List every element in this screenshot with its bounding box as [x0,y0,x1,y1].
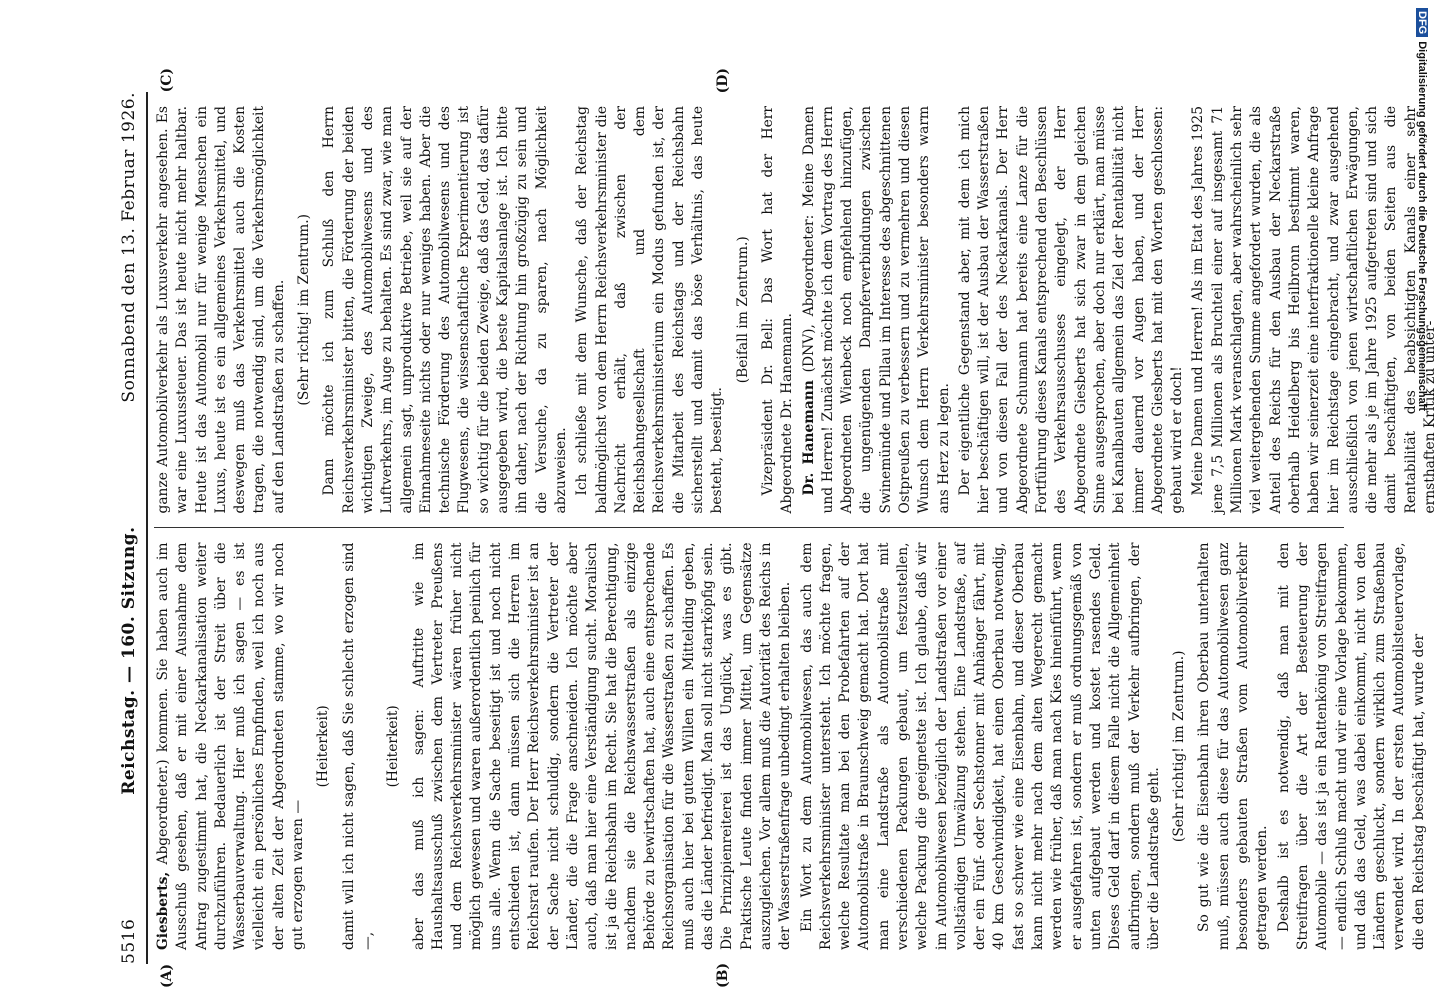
left-column [154,529,1427,988]
reaction: (Heiterkeit) [385,705,402,788]
paragraph: Meine Damen und Herren! Als im Etat des Jahres 1925 jene 7,5 Millionen als Bruchteil einer auf insgesamt 71 Millionen Mark veranschlagten, aber wahrscheinlich sehr viel weitergehenden Summe angefordert wurden, die als Anteil des Reichs für den Ausbau der Neckarstraße oberhalb Heidelberg bis Heilbronn bestimmt waren, haben wir seinerzeit eine interfraktionelle kleine Anfrage hier im Reichstage eingebracht, und zwar ausgehend ausschließlich von jenen wirtschaftlichen Erwägungen, die mehr als je im Jahre 1925 aufgetreten sind und sich damit beschäftigten, von beiden Seiten aus die Rentabilität des beabsichtigten Kanals einer sehr ernsthaften Kritik zu unter- [1190,106,1438,514]
paragraph: Ein Wort zu dem Automobilwesen, das auch dem Reichsverkehrsminister untersteht. Ich möchte fragen, welche Resultate man bei den Probefahrten auf der Automobilstraße in Braunschweig gemacht hat. Dort hat man eine Landstraße als Automobilstraße mit verschiedenen Packungen gebaut, um festzustellen, welche Packung die geeignetste ist. Ich glaube, daß wir im Automobilwesen bezüglich der Landstraßen vor einer vollständigen Umwälzung stehen. Eine Landstraße, auf der ein Fünf- oder Sechstonner mit Anhänger fährt, mit 40 km Geschwindigkeit, hat einen Oberbau notwendig, fast so schwer wie eine Eisenbahn, und dieser Oberbau kann nicht mehr nach dem alten Wegerecht gemacht werden wie früher, daß man nach Kies hineinführt, wenn er ausgefahren ist, sondern er muß ordnungsgemäß von unten aufgebaut werden und kostet rasendes Geld. Dieses Geld darf in diesem Falle nicht die Allgemeinheit aufbringen, sondern muß der Verkehr aufbringen, der über die Landstraße geht. [798,542,1162,950]
marker-d: (D) [715,68,731,94]
dfg-logo: DFG [1416,8,1428,37]
paragraph: So gut wie die Eisenbahn ihren Oberbau unterhalten muß, müssen auch diese für das Automobilwesen ganz besonders gebauten Straßen vom Automobilverkehr getragen werden. [1196,542,1271,950]
paragraph: Dr. Hanemann (DNV), Abgeordneter: Meine Damen und Herren! Zunächst möchte ich dem Vortrag des Herrn Abgeordneten Wienbeck noch empfehlend hinzufügen, die ungenügenden Dampferverbindungen zwischen Swinemünde und Pillau im Interesse des abgeschnittenen Ostpreußen zu verbessern und zu vermehren und diesen Wunsch dem Herrn Verkehrsminister besonders warm ans Herz zu legen. [800,106,952,514]
marker-c: (C) [159,68,175,93]
paragraph: aber das muß ich sagen: Auftritte wie im Haushaltsausschuß zwischen dem Vertreter Preußens und dem Reichsverkehrsminister wären früher nicht möglich gewesen und waren außerordentlich peinlich für uns alle. Wenn die Sache beseitigt ist und noch nicht entschieden ist, dann müssen sich die Herren im Reichsrat raufen. Der Herr Reichsverkehrsminister ist an der Sache nicht schuldig, sondern die Vertreter der Länder, die die Frage anschneiden. Ich möchte aber auch, daß man hier eine Verständigung sucht. Moralisch ist ja die Reichsbahn im Recht. Sie hat die Berechtigung, nachdem sie die Reichswasserstraßen als einzige Behörde zu bewirtschaften hat, auch eine entsprechende Reichsorganisation für die Wasserstraßen zu schaffen. Es muß auch hier bei gutem Willen ein Mittelding geben, das die Länder befriedigt. Man soll nicht starrköpfig sein. Die Prinzipienreiterei ist das Unglück, was es gibt. Praktische Leute finden immer Mittel, um Gegensätze auszugleichen. Vor allem muß die Autorität des Reichs in der Wasserstraßenfrage unbedingt erhalten bleiben. [410,542,794,950]
paragraph: Ich schließe mit dem Wunsche, daß der Reichstag baldmöglichst von dem Herrn Reichsverkehrsminister die Nachricht erhält, daß zwischen der Reichsbahngesellschaft und dem Reichsverkehrsministerium ein Modus gefunden ist, der die Mitarbeit des Reichstags und der Reichsbahn sicherstellt und damit das böse Verhältnis, das heute besteht, beseitigt. [574,106,726,514]
reaction: (Beifall im Zentrum.) [734,236,751,384]
paragraph: Dann möchte ich zum Schluß den Herrn Reichsverkehrsminister bitten, die Förderung der beiden wichtigen Zweige, des Automobilwesens und des Luftverkehrs, im Auge zu behalten. Es sind zwar, wie man allgemein sagt, unproduktive Betriebe, weil sie auf der Einnahmeseite nichts oder nur weniges haben. Aber die technische Förderung des Automobilwesens und des Flugwesens, die wissenschaftliche Experimentierung ist so wichtig für die beiden Zweige, daß das Geld, das dafür ausgegeben wird, die beste Kapitalsanlage ist. Ich bitte ihn daher, nach der Richtung hin großzügig zu sein und die Versuche, da zu sparen, nach Möglichkeit abzuweisen. [321,106,569,514]
page-date: Sonnabend den 13. Februar 1926. [119,92,139,403]
reaction: (Sehr richtig! im Zentrum.) [296,213,313,406]
reaction: (Heiterkeit) [315,705,332,788]
dfg-credit-text: Digitalisierung gefördert durch die Deutsche Forschungsgemeinschaft [1416,41,1428,412]
paragraph: Giesberts, Abgeordneter.) kommen. Sie haben auch im Ausschuß gesehen, daß er mit einer Ausnahme dem Antrag zugestimmt hat, die Neckarkanalisation weiter durchzuführen. Bedauerlich ist der Streit über die Wasserbauverwaltung. Hier muß ich sagen — es ist vielleicht ein persönliches Empfinden, weil ich noch aus der alten Zeit der Abgeordneten stamme, wo wir noch gut erzogen waren — [155,542,307,950]
paragraph: ganze Automobilverkehr als Luxusverkehr angesehen. Es war eine Luxussteuer. Das ist heute nicht mehr haltbar. Heute ist das Automobil nur für wenige Menschen ein Luxus, heute ist es ein allgemeines Verkehrsmittel, und deswegen muß das Verkehrsmittel auch die Kosten tragen, die notwendig sind, um die Verkehrsmöglichkeit auf den Landstraßen zu schaffen. [155,106,287,514]
paragraph: Deshalb ist es notwendig, daß man mit den Streitfragen über die Art der Besteuerung der Automobile — das ist ja ein Rattenkönig von Streitfragen — endlich Schluß macht und wir eine Vorlage bekommen, und daß das Geld, was dabei einkommt, nicht von den Ländern geschluckt, sondern wirklich zum Straßenbau verwendet wird. In der ersten Automobilsteuervorlage, die den Reichstag beschäftigt hat, wurde der [1275,542,1427,950]
paragraph: Der eigentliche Gegenstand aber, mit dem ich mich hier beschäftigen will, ist der Ausbau der Wasserstraßen und von diesen Fall der des Neckarkanals. Der Herr Abgeordnete Schumann hat bereits eine Lanze für die Fortführung dieses Kanals entsprechend den Beschlüssen des Verkehrsausschusses eingelegt, der Herr Abgeordnete Giesberts hat sich zwar in dem gleichen Sinne ausgesprochen, aber doch nur erklärt, man müsse bei Kanalbauten allgemein das Ziel der Rentabilität nicht immer dauernd vor Augen haben, und der Herr Abgeordnete Giesberts hat mit den Worten geschlossen: gebaut wird er doch! [956,106,1186,514]
page-title: Reichstag. — 160. Sitzung. [119,526,139,795]
paragraph: Vizepräsident Dr. Bell: Das Wort hat der Herr Abgeordnete Dr. Hanemann. [759,106,796,514]
reaction: (Sehr richtig! im Zentrum.) [1171,650,1188,843]
marker-b: (B) [715,962,731,988]
page-header [112,92,148,964]
paragraph: damit will ich nicht sagen, daß Sie schlecht erzogen sind —, [340,542,376,950]
marker-a: (A) [159,963,175,988]
page-number: 5516 [119,918,139,964]
